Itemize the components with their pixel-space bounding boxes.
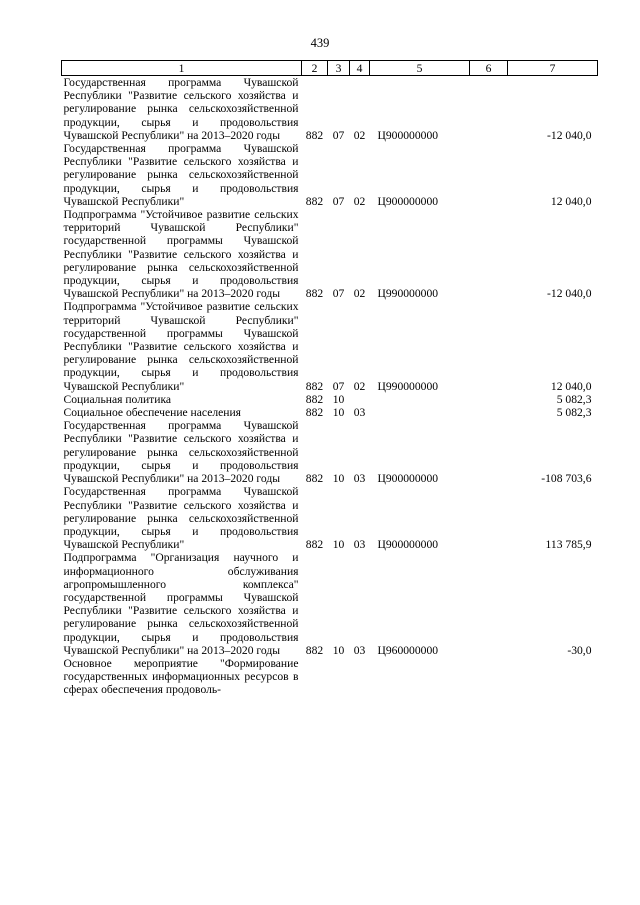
row-amount: -12 040,0 (547, 287, 592, 301)
row-name: Государственная программа Чувашской Республики "Развитие сельского хозяйства и регулирование рынка сельскохозяйственной продукции, сырья и продовольствия Чувашской Республики" на 2013–2020 годы (63, 76, 299, 142)
row-expense-type (470, 300, 508, 392)
row-target-item: Ц900000000 (377, 472, 439, 486)
row-amount: 113 785,9 (545, 538, 592, 552)
table-row (62, 300, 598, 392)
table-body (62, 76, 598, 697)
row-amount: 5 082,3 (556, 392, 592, 406)
row-admin-code: 882 (305, 128, 324, 142)
table-row (62, 551, 598, 657)
row-amount: -12 040,0 (547, 128, 592, 142)
header-col-7: 7 (508, 61, 598, 76)
row-target-item: Ц960000000 (377, 643, 439, 657)
table-row (62, 406, 598, 419)
row-expense-type (470, 551, 508, 657)
row-amount: 12 040,0 (550, 194, 592, 208)
row-name: Подпрограмма "Организация научного и информационного обслуживания агропромышленного комплекса" государственной программы Чувашской Республики "Развитие сельского хозяйства и регулирование рынка сельскохозяйственной продукции, сырья и продовольствия Чувашской Республики" на 2013–2020 годы (63, 551, 299, 657)
table-row (62, 419, 598, 485)
header-col-3: 3 (328, 61, 350, 76)
row-amount: 12 040,0 (550, 379, 592, 393)
row-subsection (350, 657, 370, 697)
header-col-6: 6 (470, 61, 508, 76)
row-target-item (370, 657, 470, 697)
row-amount (508, 657, 598, 697)
table-header (62, 61, 598, 76)
row-section: 07 (332, 379, 345, 393)
row-section: 07 (332, 128, 345, 142)
row-target-item (370, 393, 470, 406)
row-name: Социальная политика (63, 392, 172, 406)
budget-table (61, 60, 598, 697)
row-amount: -108 703,6 (541, 472, 592, 486)
row-section: 10 (332, 406, 345, 420)
row-expense-type (470, 208, 508, 300)
row-amount: 5 082,3 (556, 406, 592, 420)
row-target-item: Ц900000000 (377, 538, 439, 552)
row-admin-code: 882 (305, 287, 324, 301)
row-subsection: 02 (353, 194, 366, 208)
row-amount: -30,0 (567, 643, 592, 657)
row-subsection: 03 (353, 472, 366, 486)
row-expense-type (470, 393, 508, 406)
header-col-1: 1 (62, 61, 302, 76)
row-subsection (350, 393, 370, 406)
table-row (62, 485, 598, 551)
header-col-4: 4 (350, 61, 370, 76)
table-row (62, 208, 598, 300)
row-admin-code: 882 (305, 643, 324, 657)
row-subsection: 03 (353, 643, 366, 657)
row-target-item: Ц900000000 (377, 128, 439, 142)
row-expense-type (470, 485, 508, 551)
table-row (62, 76, 598, 143)
header-col-5: 5 (370, 61, 470, 76)
row-expense-type (470, 142, 508, 208)
row-subsection: 02 (353, 379, 366, 393)
row-name: Социальное обеспечение населения (63, 406, 242, 420)
row-admin-code: 882 (305, 379, 324, 393)
row-section: 10 (332, 392, 345, 406)
table-row (62, 142, 598, 208)
row-section: 07 (332, 287, 345, 301)
row-subsection: 02 (353, 128, 366, 142)
row-target-item (370, 406, 470, 419)
table-row (62, 393, 598, 406)
row-expense-type (470, 657, 508, 697)
row-subsection: 02 (353, 287, 366, 301)
row-target-item: Ц990000000 (377, 287, 439, 301)
row-section: 07 (332, 194, 345, 208)
row-admin-code (302, 657, 328, 697)
row-name: Подпрограмма "Устойчивое развитие сельских территорий Чувашской Республики" государственной программы Чувашской Республики "Развитие сельского хозяйства и регулирование рынка сельскохозяйственной продукции, сырья и продовольствия Чувашской Республики" на 2013–2020 годы (63, 208, 299, 301)
row-admin-code: 882 (305, 406, 324, 420)
row-section (328, 657, 350, 697)
row-name: Государственная программа Чувашской Республики "Развитие сельского хозяйства и регулирование рынка сельскохозяйственной продукции, сырья и продовольствия Чувашской Республики" (63, 485, 299, 552)
row-name: Государственная программа Чувашской Республики "Развитие сельского хозяйства и регулирование рынка сельскохозяйственной продукции, сырья и продовольствия Чувашской Республики" (63, 142, 299, 208)
page-number: 439 (310, 36, 330, 50)
row-name: Подпрограмма "Устойчивое развитие сельских территорий Чувашской Республики" государственной программы Чувашской Республики "Развитие сельского хозяйства и регулирование рынка сельскохозяйственной продукции, сырья и продовольствия Чувашской Республики" (63, 300, 299, 393)
row-target-item: Ц990000000 (377, 379, 439, 393)
header-col-2: 2 (302, 61, 328, 76)
row-target-item: Ц900000000 (377, 194, 439, 208)
row-admin-code: 882 (305, 472, 324, 486)
row-section: 10 (332, 538, 345, 552)
row-subsection: 03 (353, 406, 366, 420)
row-admin-code: 882 (305, 392, 324, 406)
row-name: Основное мероприятие "Формирование государственных информационных ресурсов в сферах обеспечения продоволь- (63, 656, 299, 697)
row-expense-type (470, 76, 508, 143)
row-section: 10 (332, 472, 345, 486)
row-name: Государственная программа Чувашской Республики "Развитие сельского хозяйства и регулирование рынка сельскохозяйственной продукции, сырья и продовольствия Чувашской Республики" на 2013–2020 годы (63, 419, 299, 486)
row-admin-code: 882 (305, 538, 324, 552)
table-row (62, 657, 598, 697)
row-section: 10 (332, 643, 345, 657)
row-subsection: 03 (353, 538, 366, 552)
row-expense-type (470, 406, 508, 419)
row-admin-code: 882 (305, 194, 324, 208)
row-expense-type (470, 419, 508, 485)
